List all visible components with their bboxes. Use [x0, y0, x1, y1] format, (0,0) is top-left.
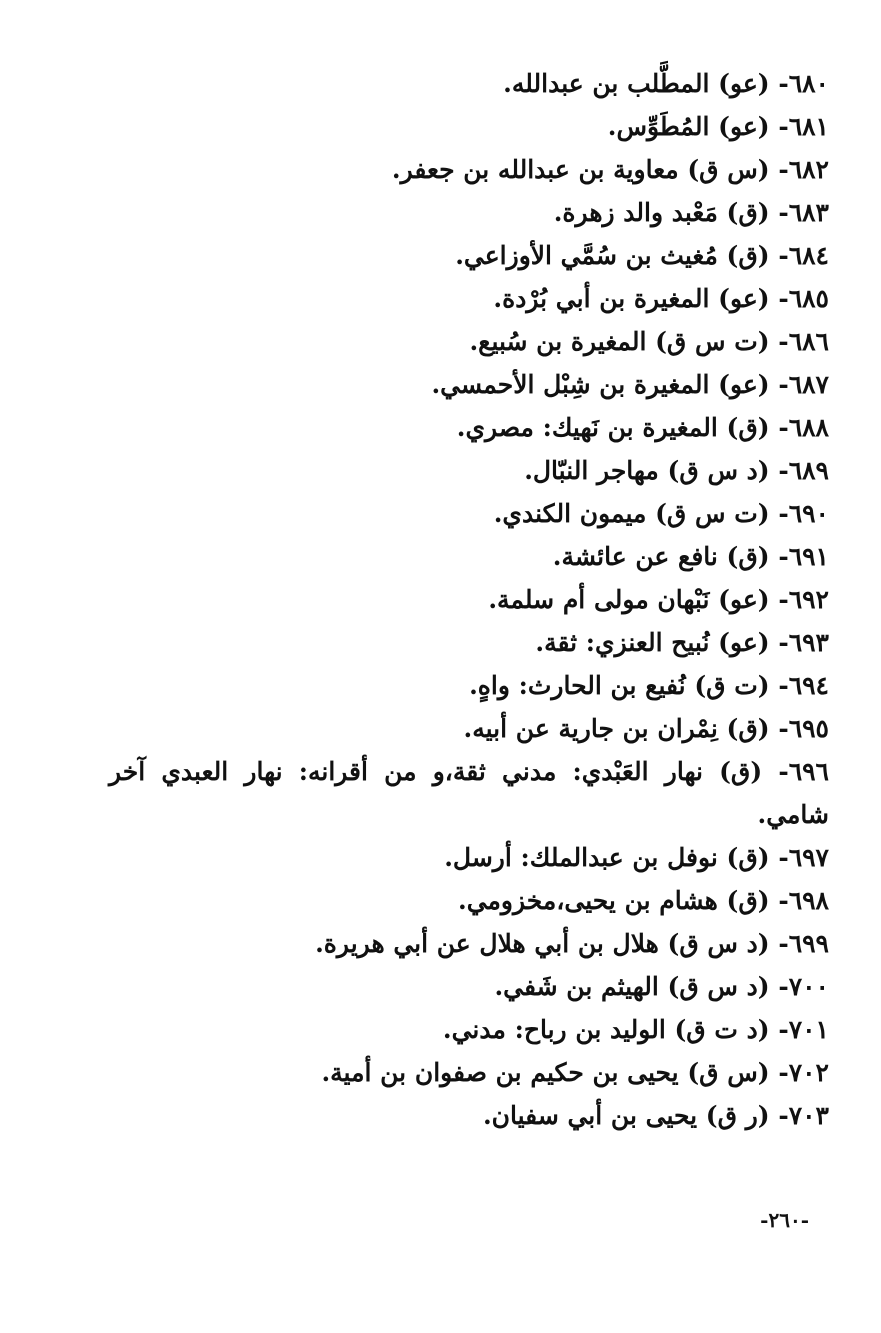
list-item: ٦٩٠- (ت س ق) ميمون الكندي. [493, 499, 829, 528]
list-item: ٦٨٧- (عو) المغيرة بن شِبْل الأحمسي. [431, 370, 829, 399]
list-item: ٧٠١- (د ت ق) الوليد بن رباح: مدني. [442, 1015, 829, 1044]
list-item: ٦٩٥- (ق) نِمْران بن جارية عن أبيه. [463, 714, 829, 743]
list-item: ٦٨٦- (ت س ق) المغيرة بن سُبيع. [469, 327, 829, 356]
list-item: ٦٩٢- (عو) نَبْهان مولى أم سلمة. [488, 585, 829, 614]
list-item: ٦٨٥- (عو) المغيرة بن أبي بُرْدة. [493, 284, 829, 313]
list-item: ٦٩٤- (ت ق) نُفيع بن الحارث: واهٍ. [469, 671, 829, 700]
list-item: ٦٩٣- (عو) نُبيح العنزي: ثقة. [535, 628, 829, 657]
list-item: ٦٩٨- (ق) هشام بن يحيى،مخزومي. [458, 886, 829, 915]
list-item: ٦٨٤- (ق) مُغيث بن سُمَّي الأوزاعي. [455, 241, 829, 270]
list-item: ٦٨٢- (س ق) معاوية بن عبدالله بن جعفر. [391, 155, 829, 184]
list-item: ٧٠٣- (ر ق) يحيى بن أبي سفيان. [482, 1101, 829, 1130]
list-item: ٦٩٦- (ق) نهار العَبْدي: مدني ثقة،و من أقرانه: نهار العبدي آخر شامي. [109, 757, 829, 829]
list-item: ٦٨٩- (د س ق) مهاجر النبّال. [524, 456, 829, 485]
page-number: -٢٦٠- [760, 1208, 809, 1232]
list-item: ٦٨٣- (ق) مَعْبد والد زهرة. [553, 198, 829, 227]
list-item: ٦٩١- (ق) نافع عن عائشة. [552, 542, 829, 571]
list-item: ٧٠٢- (س ق) يحيى بن حكيم بن صفوان بن أمية. [321, 1058, 829, 1087]
list-item: ٦٩٩- (د س ق) هلال بن أبي هلال عن أبي هريرة. [315, 929, 829, 958]
list-item: ٦٨١- (عو) المُطَوِّس. [607, 112, 829, 141]
list-item: ٦٨٠- (عو) المطَّلب بن عبدالله. [503, 69, 829, 98]
list-item: ٦٩٧- (ق) نوفل بن عبدالملك: أرسل. [444, 843, 829, 872]
list-item: ٧٠٠- (د س ق) الهيثم بن شَفي. [494, 972, 829, 1001]
list-item: ٦٨٨- (ق) المغيرة بن نَهيك: مصري. [456, 413, 829, 442]
entry-list [109, 62, 829, 1137]
